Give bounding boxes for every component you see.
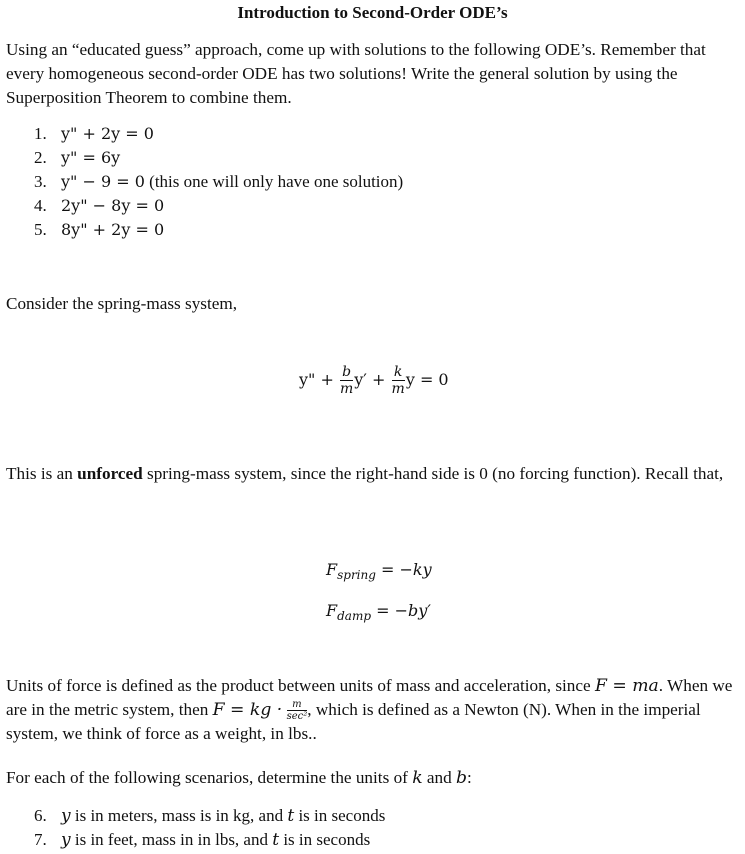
inline-math: F = kg ·: [212, 700, 283, 720]
inline-math: F = ma: [594, 676, 659, 696]
spring-mass-equation: [299, 364, 449, 397]
ode-equation: y" = 6y: [61, 148, 121, 167]
list-item: [34, 122, 403, 146]
frac-denominator: sec²: [286, 711, 308, 723]
eq-mid: y′ +: [354, 370, 386, 389]
text-run: This is an: [6, 464, 78, 483]
units-paragraph: [6, 674, 742, 746]
list-number: 2.: [34, 148, 47, 167]
ode-note: (this one will only have one solution): [144, 172, 404, 191]
inline-math: t: [287, 806, 295, 826]
inline-math: y: [61, 830, 71, 850]
list-item: [34, 146, 403, 170]
fraction-b-over-m: [340, 364, 353, 397]
bold-term: unforced: [77, 464, 143, 483]
scenarios-intro: [6, 766, 472, 790]
eq-lhs: y" +: [299, 370, 334, 389]
inline-math: y: [61, 806, 71, 826]
ode-equation: y" − 9 = 0: [61, 172, 145, 191]
text-run: :: [467, 768, 472, 787]
text-run: For each of the following scenarios, determine the units of: [6, 768, 413, 787]
ode-equation: 8y" + 2y = 0: [61, 220, 165, 239]
eq-rhs: y = 0: [405, 370, 449, 389]
unforced-paragraph: [6, 462, 736, 486]
inline-math: k: [412, 768, 423, 788]
list-number: 6.: [34, 806, 47, 825]
ode-equation: y" + 2y = 0: [61, 124, 154, 143]
frac-numerator: b: [340, 364, 353, 381]
inline-math: t: [272, 830, 280, 850]
list-number: 4.: [34, 196, 47, 215]
list-number: 5.: [34, 220, 47, 239]
damping-force-equation: [326, 601, 431, 623]
text-run: . When we are in the metric system, then: [6, 676, 733, 719]
force-symbol: F: [326, 560, 338, 579]
force-symbol: F: [326, 601, 338, 620]
text-run: is in meters, mass is in kg, and: [70, 806, 288, 825]
fraction-m-over-sec2: [287, 700, 308, 722]
force-subscript: damp: [337, 609, 372, 623]
intro-paragraph: Using an “educated guess” approach, come up with solutions to the following ODE’s. Remember that every homogeneous second-order ODE has two solutions! Write the general solution by using the Superposition Theorem to combine them.: [6, 40, 706, 107]
force-subscript: spring: [337, 568, 376, 582]
spring-force-equation: [326, 560, 432, 582]
frac-numerator: k: [392, 364, 405, 381]
list-item: [34, 218, 403, 242]
document-page: [6, 0, 742, 854]
frac-denominator: m: [391, 381, 405, 397]
text-run: is in seconds: [294, 806, 386, 825]
text-run: and: [422, 768, 457, 787]
spring-intro: Consider the spring-mass system,: [6, 294, 238, 313]
list-item: [34, 828, 385, 852]
force-rhs: = −ky: [375, 560, 432, 579]
list-item: [34, 170, 403, 194]
frac-numerator: m: [287, 700, 308, 711]
fraction-k-over-m: [392, 364, 405, 397]
text-run: is in seconds: [279, 830, 371, 849]
scenario-list: [34, 804, 385, 852]
text-run: Units of force is defined as the product between units of mass and acceleration, since: [6, 676, 595, 695]
page-title: Introduction to Second-Order ODE’s: [237, 3, 508, 22]
ode-equation: 2y" − 8y = 0: [61, 196, 165, 215]
ode-list: [34, 122, 403, 242]
list-number: 1.: [34, 124, 47, 143]
text-run: spring-mass system, since the right-hand side is 0 (no forcing function). Recall that,: [142, 464, 724, 483]
list-number: 7.: [34, 830, 47, 849]
list-item: [34, 804, 385, 828]
force-rhs: = −by′: [371, 601, 431, 620]
text-run: is in feet, mass in in lbs, and: [70, 830, 273, 849]
list-item: [34, 194, 403, 218]
list-number: 3.: [34, 172, 47, 191]
inline-math: b: [456, 768, 468, 788]
text-run: , which is defined as a Newton (N). When in the imperial system, we think of force as a weight, in lbs..: [6, 700, 701, 744]
frac-denominator: m: [339, 381, 354, 397]
